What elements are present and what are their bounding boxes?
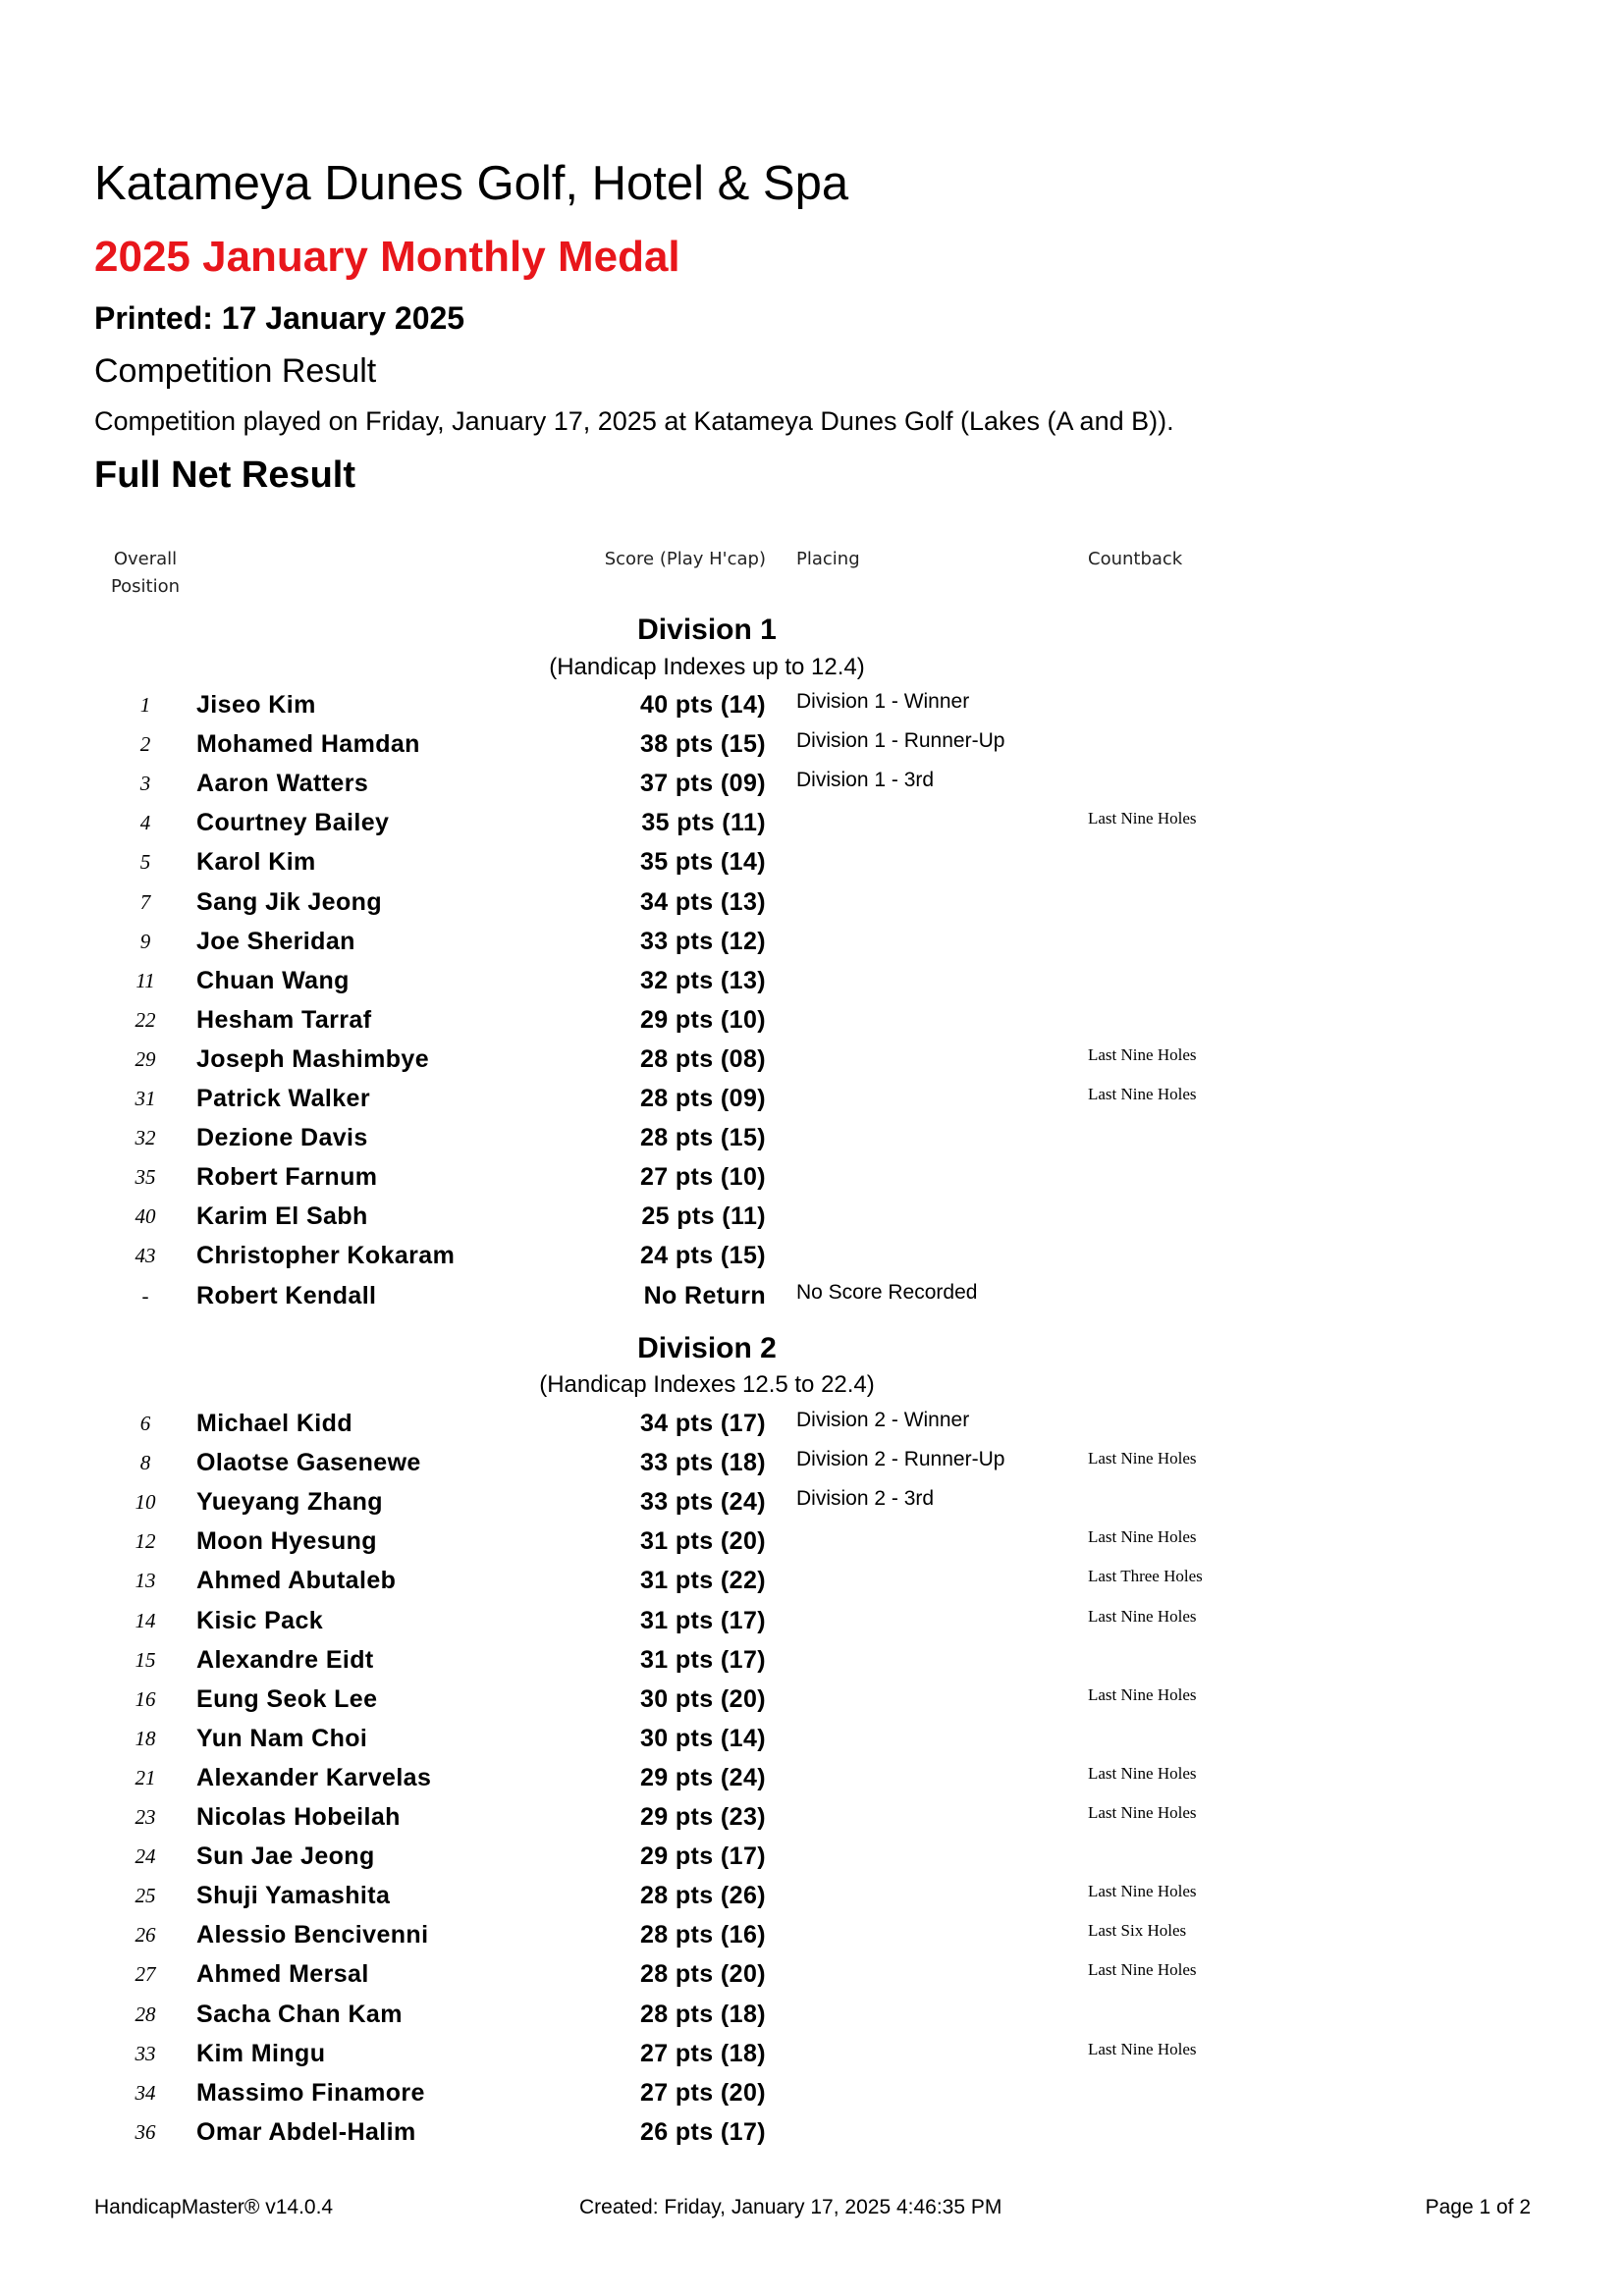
player-score: 26 pts (17) <box>639 2117 766 2146</box>
result-row <box>0 922 1624 961</box>
result-row <box>0 2034 1624 2073</box>
placing: Division 2 - Winner <box>796 1409 970 1431</box>
player-score: 34 pts (17) <box>639 1410 766 1437</box>
placing: No Score Recorded <box>796 1280 978 1304</box>
overall-position: 7 <box>139 889 151 914</box>
player-name: Joe Sheridan <box>196 927 355 955</box>
player-name: Ahmed Mersal <box>196 1960 369 1989</box>
player-name: Sun Jae Jeong <box>196 1842 375 1871</box>
player-score: 37 pts (09) <box>639 770 766 798</box>
placing: Division 2 - Runner-Up <box>796 1448 1005 1471</box>
result-row <box>0 1954 1624 1994</box>
column-header-placing: Placing <box>796 549 860 569</box>
column-header-position <box>94 546 196 601</box>
result-row <box>0 1522 1624 1561</box>
player-score: 35 pts (14) <box>639 848 766 877</box>
countback: Last Nine Holes <box>1088 809 1197 828</box>
player-name: Moon Hyesung <box>196 1527 377 1556</box>
player-name: Massimo Finamore <box>196 2078 425 2107</box>
player-name: Joseph Mashimbye <box>196 1044 430 1073</box>
player-score: 29 pts (10) <box>639 1005 766 1034</box>
player-name: Nicolas Hobeilah <box>196 1803 401 1831</box>
result-row <box>0 842 1624 881</box>
overall-position: 5 <box>139 850 151 875</box>
player-name: Courtney Bailey <box>196 809 390 837</box>
result-row <box>0 2112 1624 2152</box>
club-name: Katameya Dunes Golf, Hotel & Spa <box>94 157 849 210</box>
overall-position: 32 <box>135 1126 156 1150</box>
division-1-subtitle: (Handicap Indexes up to 12.4) <box>549 654 865 680</box>
overall-position: 12 <box>135 1529 156 1554</box>
overall-position: 31 <box>135 1087 156 1110</box>
result-row <box>0 1601 1624 1640</box>
player-score: 29 pts (17) <box>639 1842 766 1871</box>
player-name: Alexander Karvelas <box>196 1763 432 1791</box>
player-name: Christopher Kokaram <box>196 1242 456 1270</box>
result-row <box>0 1758 1624 1797</box>
player-score: 29 pts (23) <box>639 1803 766 1831</box>
overall-position: 6 <box>139 1412 151 1435</box>
countback: Last Nine Holes <box>1088 1044 1197 1064</box>
overall-position: 18 <box>135 1726 156 1750</box>
result-row <box>0 1443 1624 1482</box>
overall-position: 33 <box>135 2041 156 2065</box>
player-name: Michael Kidd <box>196 1410 352 1437</box>
overall-position: 1 <box>139 693 151 717</box>
overall-position: 14 <box>135 1608 156 1632</box>
result-row <box>0 1040 1624 1079</box>
overall-position: 22 <box>135 1007 156 1032</box>
result-row <box>0 685 1624 724</box>
player-score: 38 pts (15) <box>639 730 766 759</box>
player-score: 33 pts (24) <box>639 1488 766 1517</box>
report-subtitle: Competition Result <box>94 352 377 390</box>
division-1-title: Division 1 <box>637 614 777 646</box>
overall-position: 28 <box>135 2002 156 2026</box>
player-score: No Return <box>643 1281 766 1309</box>
result-row <box>0 1197 1624 1236</box>
player-name: Olaotse Gasenewe <box>196 1449 421 1477</box>
overall-position: 24 <box>135 1844 156 1869</box>
player-score: 28 pts (20) <box>639 1960 766 1989</box>
player-name: Robert Farnum <box>196 1163 378 1192</box>
overall-position: 16 <box>135 1686 156 1711</box>
overall-position: 25 <box>135 1884 156 1908</box>
column-header-position-line2: Position <box>110 576 181 597</box>
result-row <box>0 764 1624 803</box>
player-name: Aaron Watters <box>196 770 369 798</box>
column-header-score: Score (Play H'cap) <box>604 549 766 569</box>
countback: Last Nine Holes <box>1088 1606 1197 1626</box>
countback: Last Nine Holes <box>1088 1803 1197 1822</box>
result-row <box>0 803 1624 842</box>
player-score: 28 pts (16) <box>639 1921 766 1949</box>
placing: Division 2 - 3rd <box>796 1487 935 1511</box>
overall-position: 23 <box>135 1805 156 1829</box>
player-score: 28 pts (08) <box>639 1044 766 1073</box>
result-row <box>0 1482 1624 1522</box>
player-score: 25 pts (11) <box>641 1202 766 1231</box>
competition-title: 2025 January Monthly Medal <box>94 233 680 281</box>
result-row <box>0 1797 1624 1837</box>
result-row <box>0 1561 1624 1600</box>
placing: Division 1 - 3rd <box>796 769 935 792</box>
player-name: Kisic Pack <box>196 1606 324 1634</box>
result-row <box>0 724 1624 764</box>
player-score: 33 pts (12) <box>639 927 766 955</box>
result-row <box>0 1079 1624 1118</box>
player-score: 27 pts (18) <box>639 2039 766 2067</box>
player-score: 31 pts (17) <box>639 1606 766 1634</box>
player-name: Chuan Wang <box>196 966 350 994</box>
result-row <box>0 1915 1624 1954</box>
result-row <box>0 1118 1624 1157</box>
player-score: 28 pts (26) <box>639 1882 766 1910</box>
player-name: Mohamed Hamdan <box>196 730 420 759</box>
overall-position: 21 <box>135 1765 156 1789</box>
result-row <box>0 1680 1624 1719</box>
result-row <box>0 1157 1624 1197</box>
player-score: 28 pts (18) <box>639 2000 766 2028</box>
countback: Last Nine Holes <box>1088 1960 1197 1980</box>
player-score: 28 pts (15) <box>639 1124 766 1152</box>
countback: Last Nine Holes <box>1088 1882 1197 1901</box>
player-name: Sacha Chan Kam <box>196 2000 403 2028</box>
overall-position: 4 <box>139 811 151 835</box>
player-score: 32 pts (13) <box>639 966 766 994</box>
footer-page-number: Page 1 of 2 <box>1425 2196 1531 2218</box>
result-row <box>0 1236 1624 1275</box>
player-name: Dezione Davis <box>196 1124 368 1152</box>
countback: Last Nine Holes <box>1088 1085 1197 1103</box>
overall-position: 9 <box>139 929 151 953</box>
footer-software: HandicapMaster® v14.0.4 <box>94 2196 334 2218</box>
overall-position: 43 <box>135 1244 156 1268</box>
countback: Last Nine Holes <box>1088 1684 1197 1704</box>
player-score: 31 pts (22) <box>639 1567 766 1595</box>
player-name: Jiseo Kim <box>196 691 316 719</box>
overall-position: 35 <box>135 1165 156 1190</box>
overall-position: 27 <box>135 1962 156 1987</box>
printed-date: Printed: 17 January 2025 <box>94 300 465 336</box>
player-score: 30 pts (20) <box>639 1684 766 1713</box>
overall-position: - <box>141 1283 149 1308</box>
overall-position: 15 <box>135 1647 156 1672</box>
result-row <box>0 1276 1624 1315</box>
countback: Last Six Holes <box>1088 1921 1187 1941</box>
player-score: 29 pts (24) <box>639 1763 766 1791</box>
player-name: Patrick Walker <box>196 1085 370 1112</box>
countback: Last Three Holes <box>1088 1567 1203 1586</box>
player-name: Hesham Tarraf <box>196 1005 372 1034</box>
player-score: 24 pts (15) <box>639 1242 766 1270</box>
player-score: 34 pts (13) <box>639 887 766 916</box>
result-row <box>0 961 1624 1000</box>
placing: Division 1 - Winner <box>796 690 970 713</box>
division-2-subtitle: (Handicap Indexes 12.5 to 22.4) <box>539 1371 875 1398</box>
countback: Last Nine Holes <box>1088 1527 1197 1547</box>
result-row <box>0 1719 1624 1758</box>
result-row <box>0 1404 1624 1443</box>
player-name: Omar Abdel-Halim <box>196 2117 416 2146</box>
result-row <box>0 1995 1624 2034</box>
overall-position: 34 <box>135 2080 156 2105</box>
overall-position: 13 <box>135 1569 156 1593</box>
overall-position: 29 <box>135 1046 156 1071</box>
result-row <box>0 882 1624 922</box>
player-name: Karol Kim <box>196 848 316 877</box>
player-score: 31 pts (20) <box>639 1527 766 1556</box>
player-score: 31 pts (17) <box>639 1645 766 1674</box>
result-row <box>0 1876 1624 1915</box>
countback: Last Nine Holes <box>1088 1763 1197 1783</box>
result-row <box>0 2073 1624 2112</box>
overall-position: 10 <box>135 1490 156 1515</box>
player-score: 27 pts (20) <box>639 2078 766 2107</box>
placing: Division 1 - Runner-Up <box>796 729 1005 753</box>
player-score: 28 pts (09) <box>639 1085 766 1112</box>
overall-position: 2 <box>139 732 151 757</box>
overall-position: 36 <box>135 2119 156 2144</box>
result-row <box>0 1837 1624 1876</box>
overall-position: 11 <box>135 968 155 992</box>
player-name: Shuji Yamashita <box>196 1882 391 1910</box>
overall-position: 40 <box>135 1204 156 1229</box>
player-score: 30 pts (14) <box>639 1724 766 1752</box>
overall-position: 26 <box>135 1923 156 1948</box>
overall-position: 3 <box>139 772 151 796</box>
footer-created: Created: Friday, January 17, 2025 4:46:35 PM <box>579 2196 1002 2218</box>
result-row <box>0 1640 1624 1680</box>
division-2-title: Division 2 <box>637 1332 777 1364</box>
player-name: Kim Mingu <box>196 2039 326 2067</box>
countback: Last Nine Holes <box>1088 1449 1197 1468</box>
player-score: 33 pts (18) <box>639 1449 766 1477</box>
player-name: Eung Seok Lee <box>196 1684 378 1713</box>
player-name: Robert Kendall <box>196 1281 377 1309</box>
player-name: Ahmed Abutaleb <box>196 1567 397 1595</box>
player-score: 27 pts (10) <box>639 1163 766 1192</box>
player-name: Karim El Sabh <box>196 1202 368 1231</box>
column-header-position-line1: Overall <box>113 549 178 569</box>
player-name: Alexandre Eidt <box>196 1645 374 1674</box>
played-info: Competition played on Friday, January 17, 2025 at Katameya Dunes Golf (Lakes (A and B)). <box>94 406 1174 436</box>
section-title: Full Net Result <box>94 454 356 496</box>
player-score: 35 pts (11) <box>641 809 766 837</box>
player-score: 40 pts (14) <box>639 691 766 719</box>
overall-position: 8 <box>139 1451 151 1475</box>
player-name: Yueyang Zhang <box>196 1488 383 1517</box>
player-name: Alessio Bencivenni <box>196 1921 429 1949</box>
countback: Last Nine Holes <box>1088 2039 1197 2058</box>
player-name: Yun Nam Choi <box>196 1724 368 1752</box>
column-header-countback: Countback <box>1088 549 1183 569</box>
player-name: Sang Jik Jeong <box>196 887 382 916</box>
result-row <box>0 1000 1624 1040</box>
